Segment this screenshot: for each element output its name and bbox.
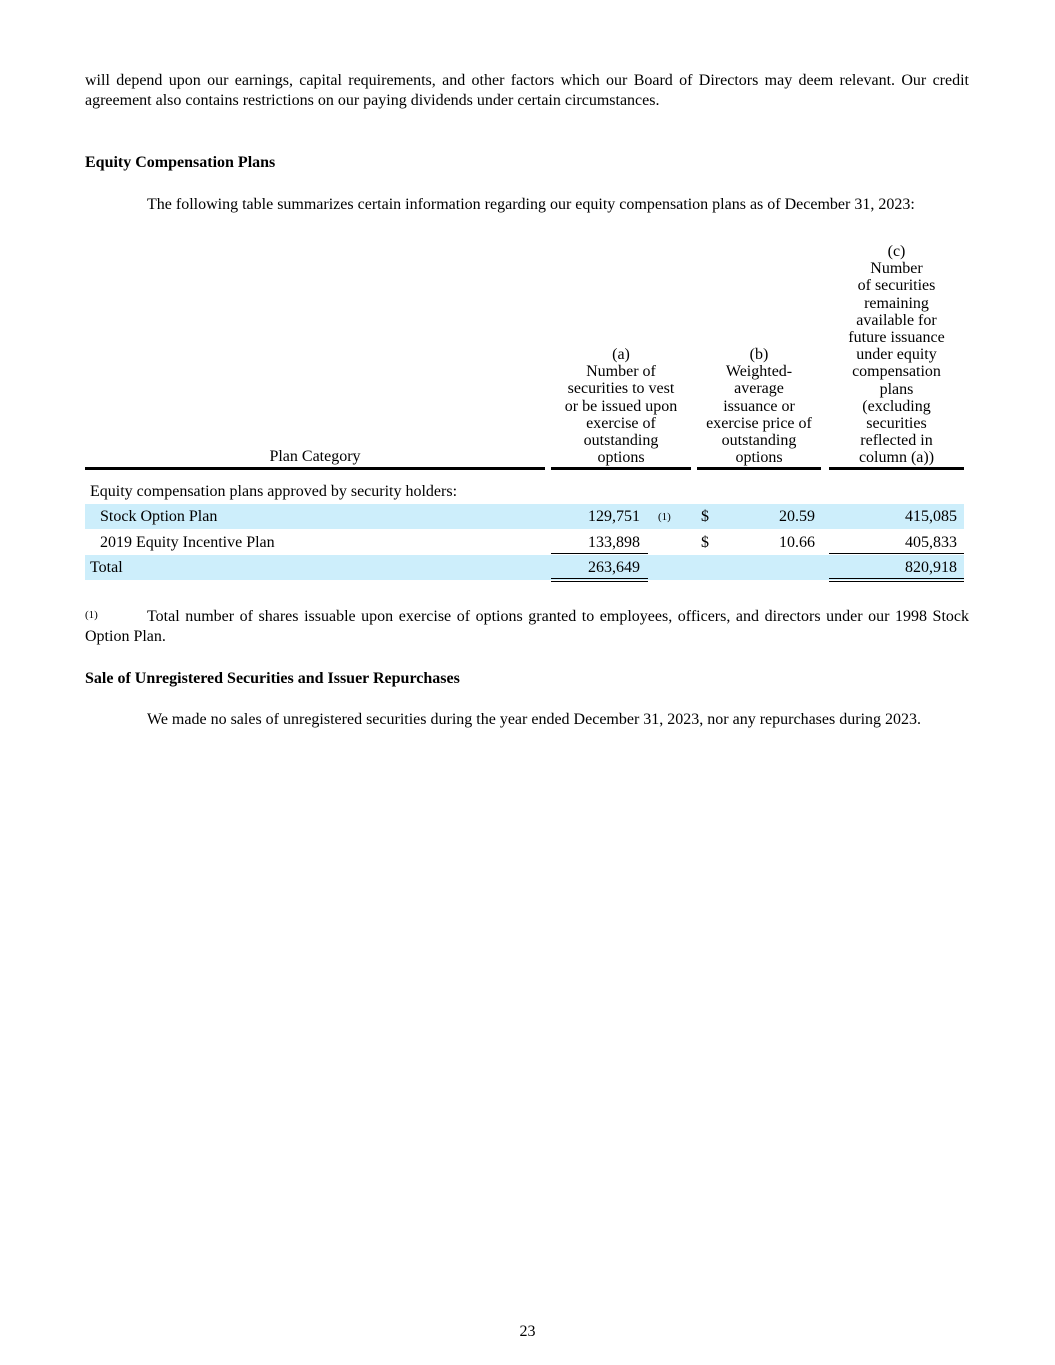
row-b-stock-option: 20.59 bbox=[779, 508, 815, 525]
unregistered-securities-heading: Sale of Unregistered Securities and Issuer Repurchases bbox=[85, 670, 460, 687]
footnote-text: Total number of shares issuable upon exercise of options granted to employees, officers, and directors under our 1998 Stock Option Plan. bbox=[85, 608, 969, 645]
group-label: Equity compensation plans approved by security holders: bbox=[90, 483, 458, 500]
row-b-currency-stock-option: $ bbox=[701, 508, 709, 525]
col-c-header: (c) Number of securities remaining available for future issuance under equity compensation plans (excluding securities reflected in column (a)) bbox=[848, 243, 945, 467]
total-c: 820,918 bbox=[905, 559, 957, 576]
row-c-2019-plan: 405,833 bbox=[905, 534, 957, 551]
row-b-currency-2019-plan: $ bbox=[701, 534, 709, 551]
total-double-rule-a bbox=[551, 578, 648, 582]
total-double-rule-c bbox=[829, 578, 964, 582]
header-rule-a bbox=[551, 467, 691, 470]
row-a-stock-option: 129,751 bbox=[588, 508, 640, 525]
equity-compensation-heading: Equity Compensation Plans bbox=[85, 154, 276, 171]
subtotal-rule-a bbox=[551, 553, 648, 554]
row-b-2019-plan: 10.66 bbox=[779, 534, 815, 551]
header-rule-b bbox=[697, 467, 821, 470]
plan-category-header: Plan Category bbox=[269, 448, 361, 465]
equity-lead-paragraph: The following table summarizes certain information regarding our equity compensation plans as of December 31, 2023: bbox=[147, 196, 915, 213]
col-a-header: (a) Number of securities to vest or be issued upon exercise of outstanding options bbox=[564, 346, 678, 467]
intro-paragraph: will depend upon our earnings, capital requirements, and other factors which our Board of Directors may deem relevant. Our credit agreement also contains restrictions on our paying dividends under certain circumstances. bbox=[85, 72, 969, 109]
unregistered-securities-paragraph: We made no sales of unregistered securities during the year ended December 31, 2023, nor any repurchases during 2023. bbox=[147, 711, 922, 728]
page-number: 23 bbox=[519, 1323, 536, 1340]
row-a-2019-plan: 133,898 bbox=[588, 534, 640, 551]
row-label-stock-option: Stock Option Plan bbox=[100, 508, 218, 525]
footnote-marker: (1) bbox=[85, 609, 98, 621]
row-label-2019-plan: 2019 Equity Incentive Plan bbox=[100, 534, 275, 551]
total-a: 263,649 bbox=[588, 559, 640, 576]
total-label: Total bbox=[90, 559, 123, 576]
subtotal-rule-c bbox=[829, 553, 964, 554]
header-rule-c bbox=[829, 467, 964, 470]
row-c-stock-option: 415,085 bbox=[905, 508, 957, 525]
row-a-footnote-ref: (1) bbox=[658, 511, 671, 523]
col-b-header: (b) Weighted- average issuance or exercise price of outstanding options bbox=[706, 346, 812, 467]
header-rule-plan bbox=[85, 467, 545, 470]
